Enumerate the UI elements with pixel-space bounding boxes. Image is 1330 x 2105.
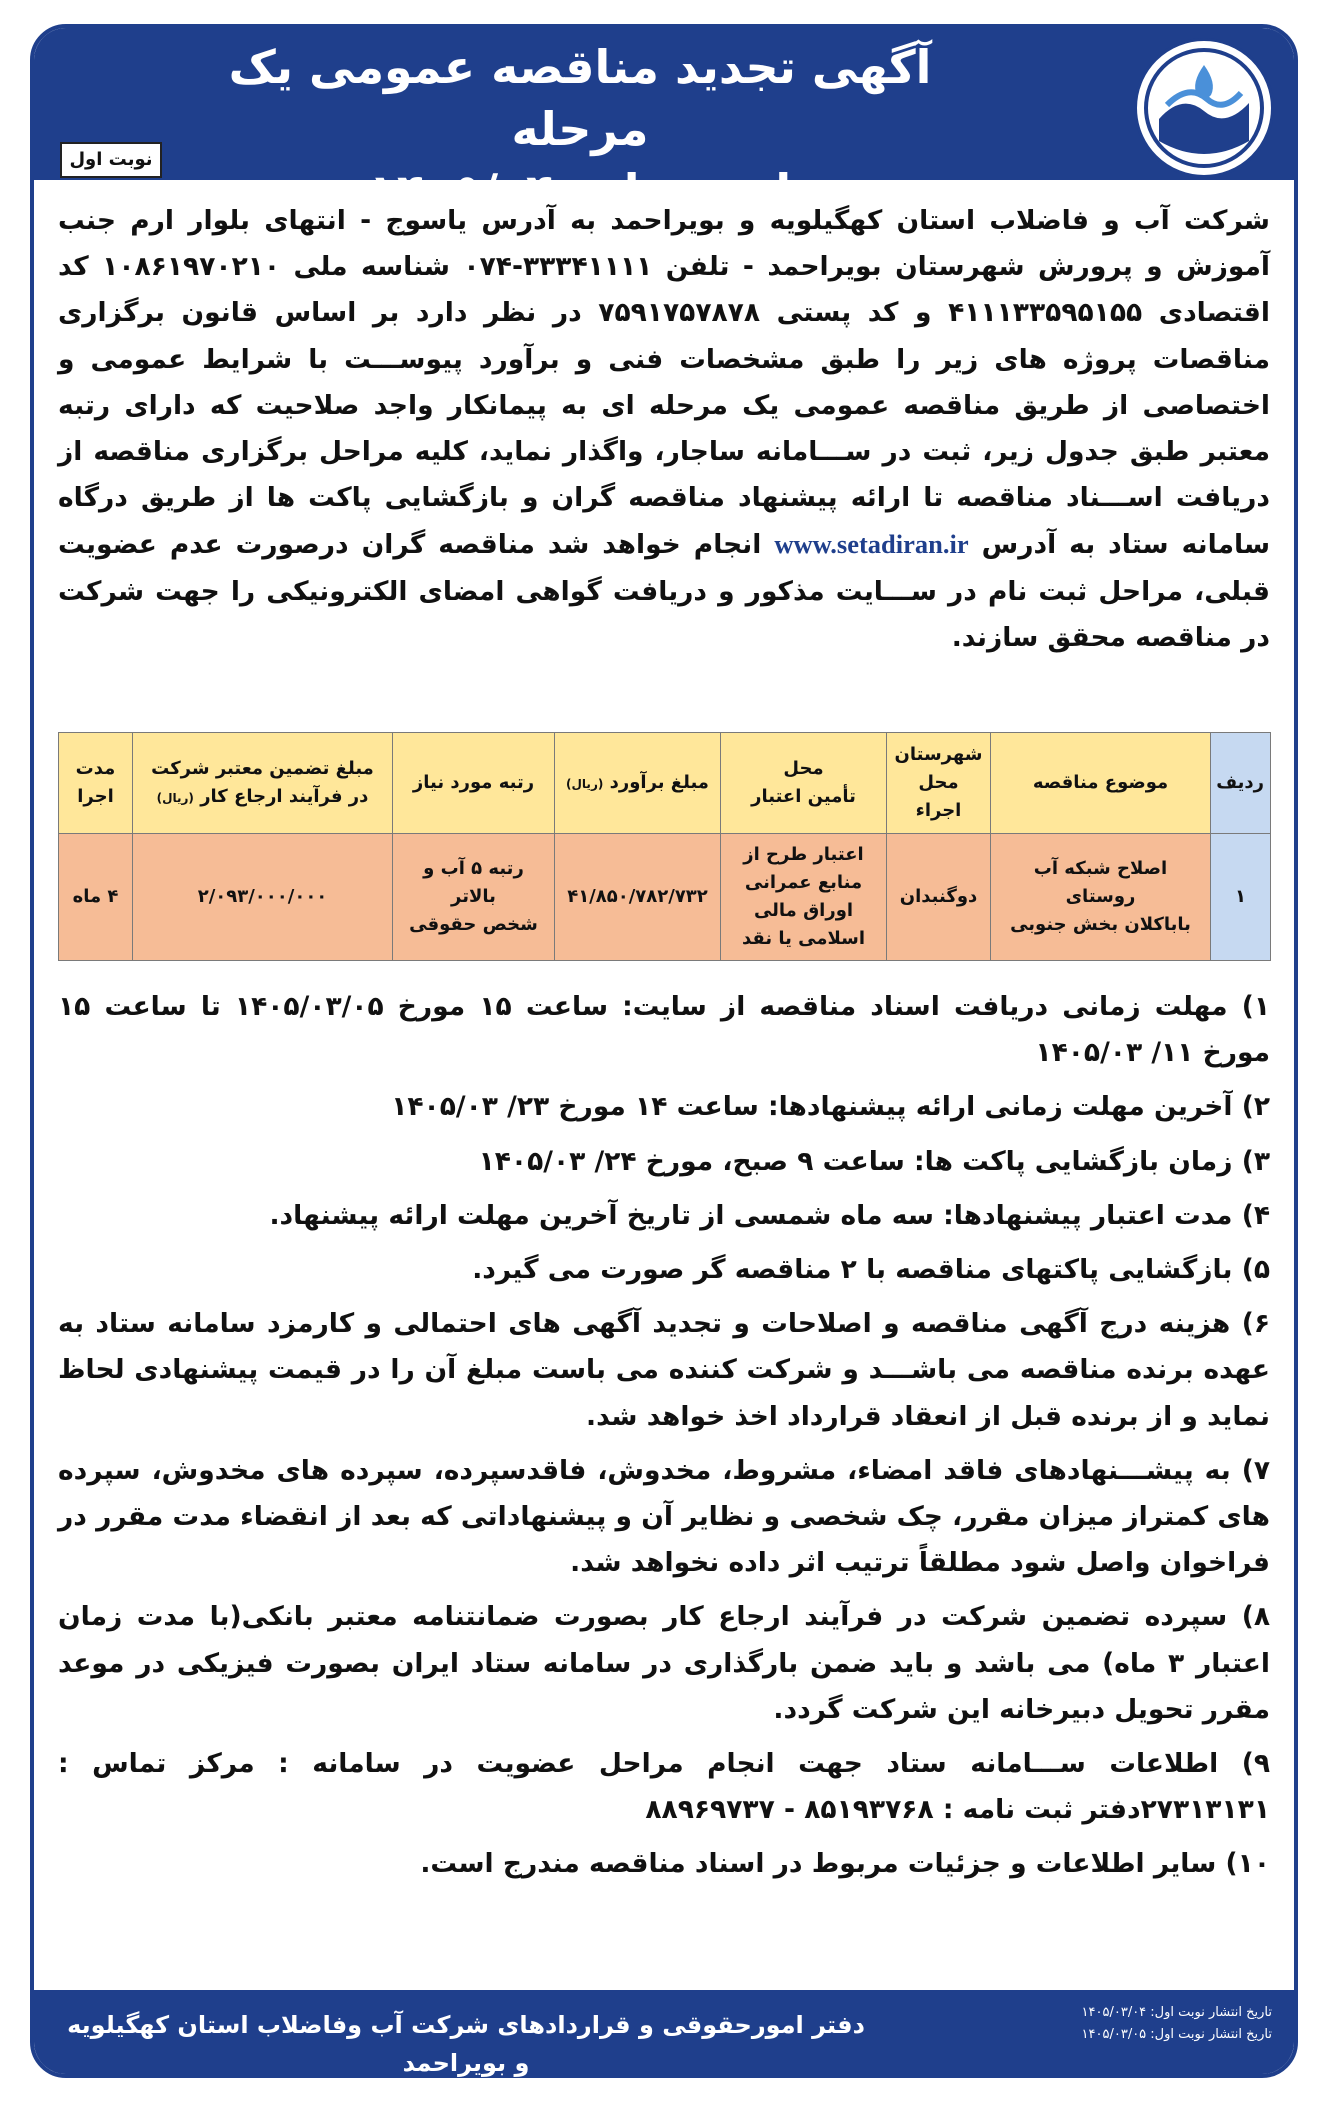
tender-table [58,732,1271,961]
condition-item-2: ۲) آخرین مهلت زمانی ارائه پیشنهادها: ساعت ۱۴ مورخ ۲۳/ ۱۴۰۵/۰۳ [391,1091,1270,1123]
header-duration [59,733,133,834]
condition-item-9: ۹) اطلاعات ســـامانه ستاد جهت انجام مراحل عضویت در سامانه : مرکز تماس : ۲۷۳۱۳۱۳۱دفتر ثبت نامه : ۸۵۱۹۳۷۶۸ - ۸۸۹۶۹۷۳۷ [58,1748,1270,1826]
cell-row-number: ۱ [1211,834,1271,961]
condition-item-3: ۳) زمان بازگشایی پاکت ها: ساعت ۹ صبح، مورخ ۲۴/ ۱۴۰۵/۰۳ [478,1145,1270,1177]
header-subject: موضوع مناقصه [991,733,1211,834]
header-funding [721,733,887,834]
condition-item-4: ۴) مدت اعتبار پیشنهادها: سه ماه شمسی از تاریخ آخرین مهلت ارائه پیشنهاد. [269,1199,1270,1231]
condition-item-6: ۶) هزینه درج آگهی مناقصه و اصلاحات و تجدید آگهی های احتمالی و کارمزد سامانه ستاد به عهده برنده مناقصه می باشـــد و شرکت کننده می باست مبلغ آن را در قیمت پیشنهادی لحاظ نماید و از برنده قبل از انعقاد قرارداد اخذ خواهد شد. [58,1308,1270,1432]
header-estimate [555,733,721,834]
round-badge: نوبت اول [60,142,162,178]
header-funding-line1: محل [783,758,824,779]
intro-text-before-url: شرکت آب و فاضلاب استان کهگیلویه و بویراحمد به آدرس یاسوج - انتهای بلوار ارم جنب آموزش و پرورش شهرستان بویراحمد - تلفن ۳۳۳۴۱۱۱۱-۰۷۴ شناسه ملی ۱۰۸۶۱۹۷۰۲۱۰ کد اقتصادی ۴۱۱۱۳۳۵۹۵۱۵۵ و کد پستی ۷۵۹۱۷۵۷۸۷۸ در نظر دارد بر اساس قانون برگزاری مناقصات پروژه های زیر را طبق مشخصات فنی و برآورد پیوســـت با شرایط عمومی و اختصاصی از طریق مناقصه عمومی یک مرحله ای به پیمانکار واجد صلاحیت که دارای رتبه معتبر طبق جدول زیر، ثبت در ســـامانه ساجار، واگذار نماید، کلیه مراحل برگزاری مناقصه از دریافت اســـناد مناقصه تا ارائه پیشنهاد مناقصه گران و بازگشایی پاکت ها از طریق درگاه سامانه ستاد به آدرس [58,205,1271,561]
cell-subject-line2: باباکلان بخش جنوبی [1010,914,1191,935]
header-city-line2: محل اجراء [915,772,962,821]
cell-duration: ۴ ماه [59,834,133,961]
cell-funding-line2: اوراق مالی اسلامی یا نقد [741,900,866,949]
publish-date-second: تاریخ انتشار نوبت اول: ۱۴۰۵/۰۳/۰۵ [1081,2027,1272,2042]
header-duration-line1: مدت [75,758,116,779]
header-guarantee-unit: (ریال) [156,790,194,805]
page-title [160,36,1000,222]
cell-grade-line2: شخص حقوقی [409,914,538,935]
cell-funding [721,834,887,961]
header-guarantee [133,733,393,834]
cell-funding-line1: اعتبار طرح از منابع عمرانی [743,844,864,893]
header-guarantee-line2: در فرآیند ارجاع کار [200,785,369,807]
publish-dates [872,2002,1272,2046]
conditions-list [58,984,1270,1896]
footer-office-name: دفتر امورحقوقی و قراردادهای شرکت آب وفاضلاب استان کهگیلویه و بویراحمد [67,2011,865,2077]
condition-item-1: ۱) مهلت زمانی دریافت اسناد مناقصه از سایت: ساعت ۱۵ مورخ ۱۴۰۵/۰۳/۰۵ تا ساعت ۱۵ مورخ ۱۱/ ۱۴۰۵/۰۳ [58,991,1271,1069]
logo-graphic [1137,41,1271,175]
intro-text-after-url: انجام خواهد شد مناقصه گران درصورت عدم عضویت قبلی، مراحل ثبت نام در ســـایت مذکور و دریافت گواهی امضای الکترونیکی را جهت شرکت در مناقصه محقق سازند. [58,529,1270,653]
cell-subject [991,834,1211,961]
title-line-2: ای شماره ۱۴۰۵/۰۴ [368,164,792,218]
water-wave-logo-icon [1134,38,1274,178]
condition-item-7: ۷) به پیشـــنهادهای فاقد امضاء، مشروط، مخدوش، فاقدسپرده، سپرده های مخدوش، سپرده های کمتراز میزان مقرر، چک شخصی و نظایر آن و پیشنهاداتی که بعد از انقضاء مدت مقرر در فراخوان واصل شود مطلقاً ترتیب اثر داده نخواهد شد. [58,1454,1270,1579]
table-row [59,834,1271,961]
header-city [887,733,991,834]
condition-item-8: ۸) سپرده تضمین شرکت در فرآیند ارجاع کار بصورت ضمانتنامه معتبر بانکی(با مدت زمان اعتبار ۳ ماه) می باشد و باید ضمن بارگذاری در سامانه ستاد ایران بصورت فیزیکی در موعد مقرر تحویل دبیرخانه این شرکت گردد. [58,1601,1270,1725]
condition-item-5: ۵) بازگشایی پاکتهای مناقصه با ۲ مناقصه گر صورت می گیرد. [472,1254,1270,1286]
cell-grade-line1: رتبه ۵ آب و بالاتر [423,858,524,907]
header-city-line1: شهرستان [894,744,983,765]
header-estimate-unit: (ریال) [566,776,604,791]
header-grade: رتبه مورد نیاز [393,733,555,834]
condition-item-10: ۱۰) سایر اطلاعات و جزئیات مربوط در اسناد مناقصه مندرج است. [420,1848,1270,1880]
header-duration-line2: اجرا [77,786,114,807]
title-line-1: آگهی تجدید مناقصه عمومی یک مرحله [228,40,932,156]
cell-city: دوگنبدان [887,834,991,961]
cell-grade [393,834,555,961]
setadiran-url-link[interactable]: www.setadiran.ir [774,529,969,560]
header-estimate-label: مبلغ برآورد [609,771,709,793]
intro-paragraph [58,198,1270,661]
cell-guarantee: ۲/۰۹۳/۰۰۰/۰۰۰ [133,834,393,961]
publish-date-first: تاریخ انتشار نوبت اول: ۱۴۰۵/۰۳/۰۴ [1081,2005,1272,2020]
cell-subject-line1: اصلاح شبکه آب روستای [1033,858,1168,907]
cell-estimate: ۴۱/۸۵۰/۷۸۲/۷۳۲ [555,834,721,961]
header-funding-line2: تأمین اعتبار [751,786,856,807]
header-row-number: ردیف [1211,733,1271,834]
header-guarantee-line1: مبلغ تضمین معتبر شرکت [151,757,374,779]
table-header-row [59,733,1271,834]
